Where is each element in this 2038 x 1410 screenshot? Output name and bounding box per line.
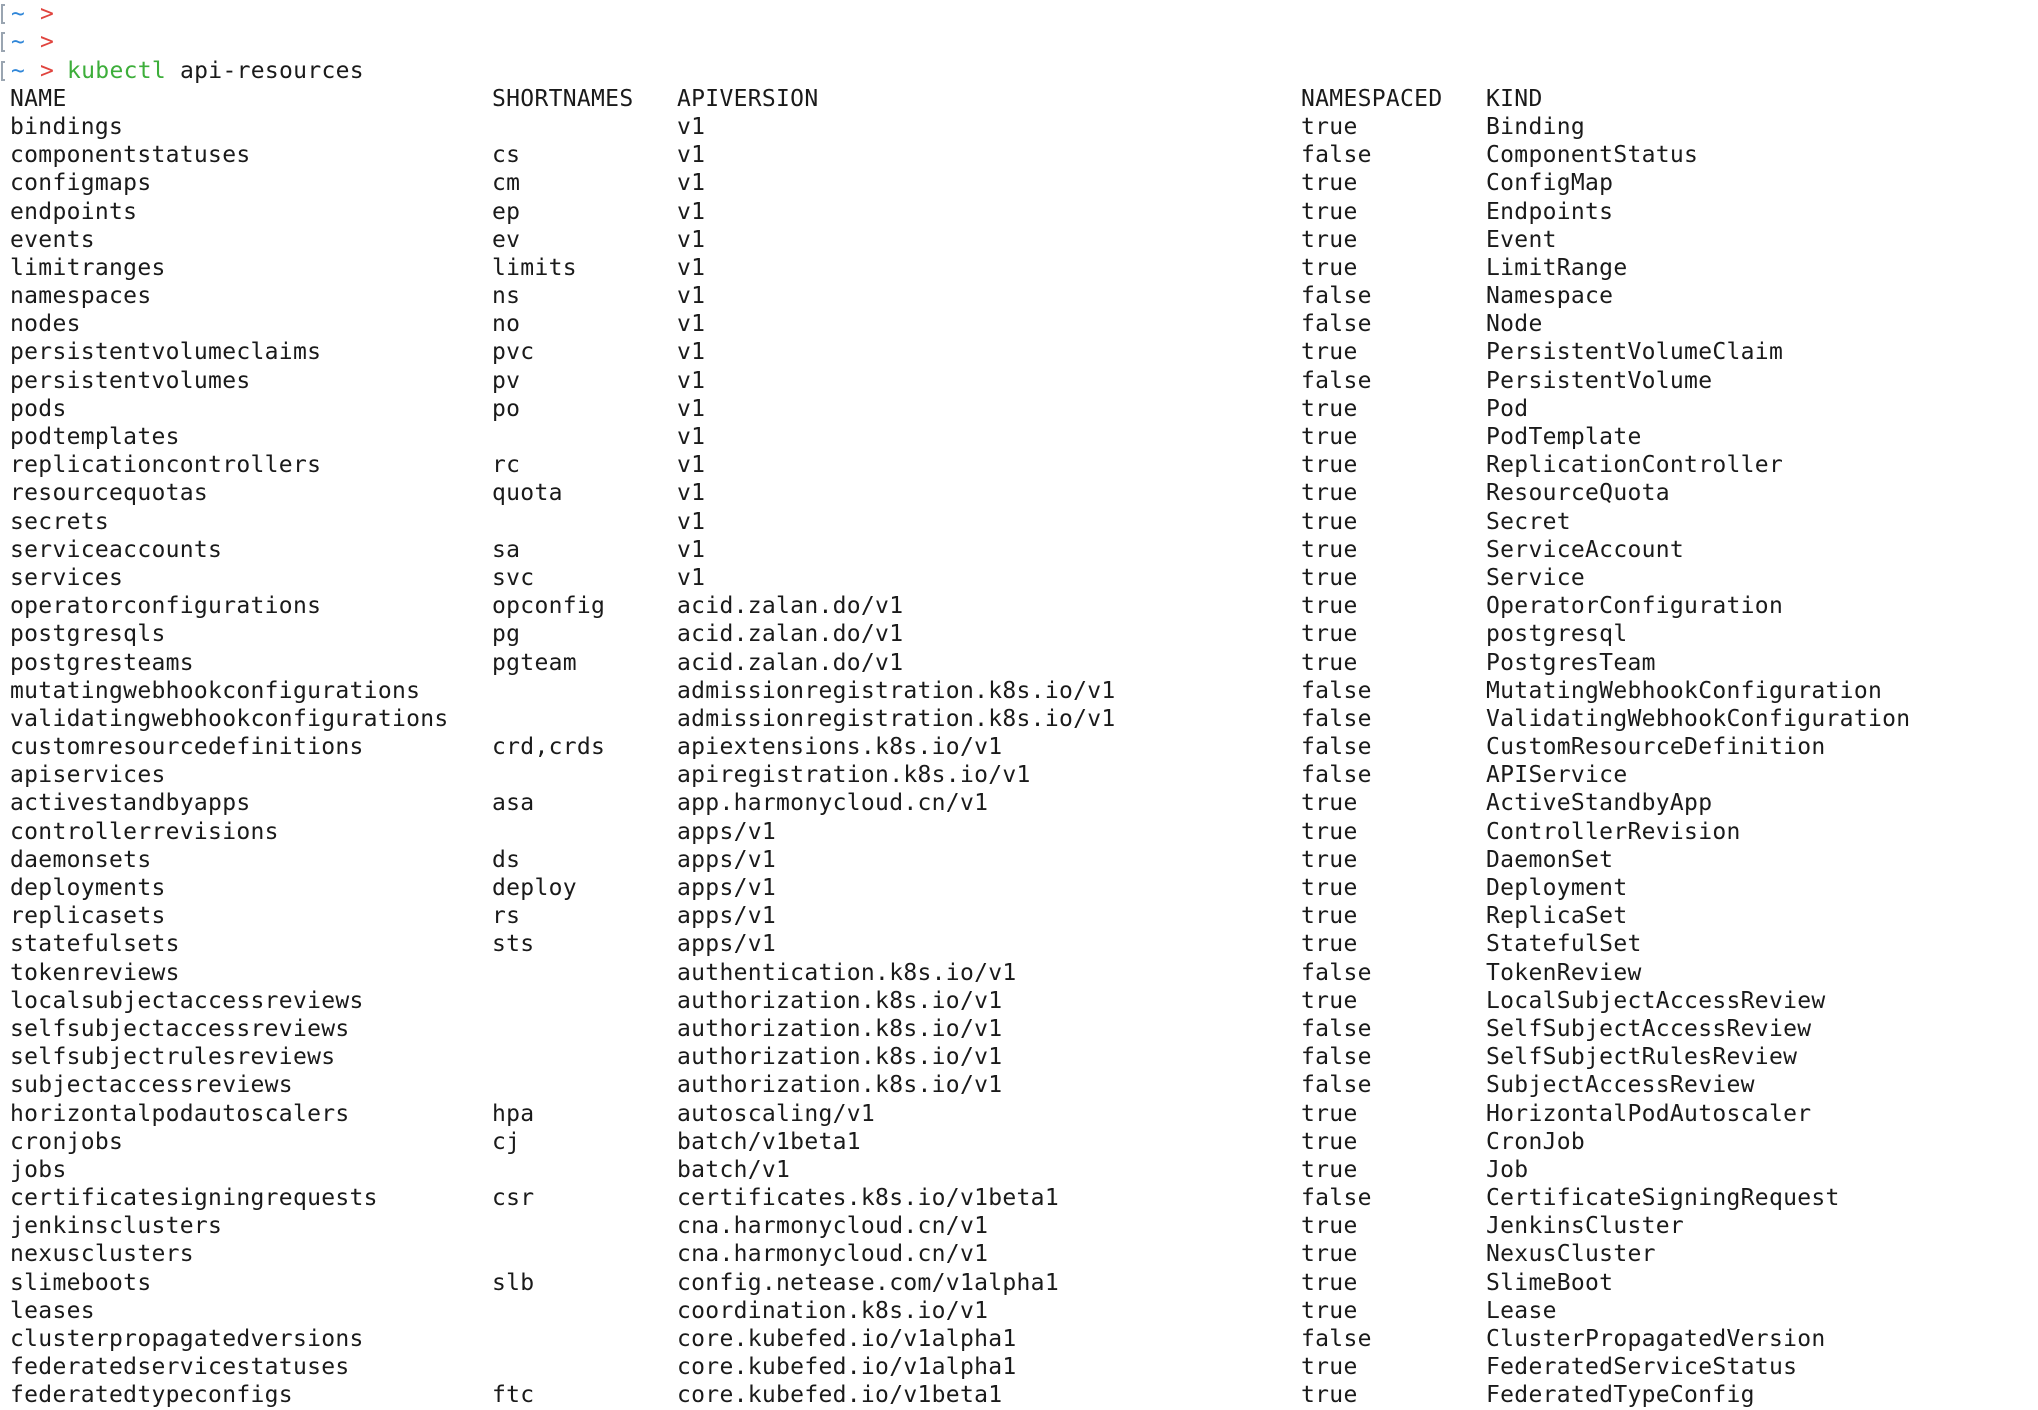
table-row (0, 987, 2038, 1015)
cell-namespaced: false (1301, 282, 1372, 310)
table-row (0, 1269, 2038, 1297)
cell-apiversion: core.kubefed.io/v1beta1 (677, 1381, 1002, 1409)
cell-apiversion: authorization.k8s.io/v1 (677, 1015, 1002, 1043)
table-row (0, 705, 2038, 733)
table-row (0, 141, 2038, 169)
cell-shortnames: ds (492, 846, 520, 874)
cell-namespaced: true (1301, 789, 1358, 817)
table-row (0, 733, 2038, 761)
cell-kind: HorizontalPodAutoscaler (1486, 1100, 1811, 1128)
cell-apiversion: authorization.k8s.io/v1 (677, 1043, 1002, 1071)
cell-shortnames: po (492, 395, 520, 423)
cell-namespaced: true (1301, 818, 1358, 846)
cell-namespaced: false (1301, 367, 1372, 395)
cell-shortnames: ns (492, 282, 520, 310)
cell-apiversion: v1 (677, 254, 705, 282)
cell-apiversion: apiextensions.k8s.io/v1 (677, 733, 1002, 761)
cell-kind: LimitRange (1486, 254, 1627, 282)
cell-kind: SlimeBoot (1486, 1269, 1613, 1297)
cell-namespaced: true (1301, 113, 1358, 141)
table-row (0, 1128, 2038, 1156)
prompt-arrow: > (40, 57, 54, 85)
cell-apiversion: v1 (677, 141, 705, 169)
table-row (0, 282, 2038, 310)
prompt-arrow: > (40, 0, 54, 28)
cell-apiversion: v1 (677, 508, 705, 536)
cell-namespaced: true (1301, 338, 1358, 366)
cell-name: jobs (10, 1156, 67, 1184)
cell-apiversion: v1 (677, 169, 705, 197)
cell-name: persistentvolumeclaims (10, 338, 321, 366)
table-row (0, 1381, 2038, 1409)
cell-namespaced: false (1301, 1043, 1372, 1071)
cell-shortnames: ep (492, 198, 520, 226)
cell-namespaced: true (1301, 1100, 1358, 1128)
cell-name: horizontalpodautoscalers (10, 1100, 350, 1128)
cell-apiversion: v1 (677, 564, 705, 592)
prompt-gutter-mark (0, 28, 8, 56)
cell-shortnames: deploy (492, 874, 577, 902)
table-row (0, 1212, 2038, 1240)
prompt-tilde: ~ (11, 28, 25, 56)
cell-apiversion: v1 (677, 395, 705, 423)
cell-apiversion: autoscaling/v1 (677, 1100, 875, 1128)
cell-apiversion: v1 (677, 282, 705, 310)
cell-namespaced: true (1301, 592, 1358, 620)
table-row (0, 1297, 2038, 1325)
cell-apiversion: authorization.k8s.io/v1 (677, 1071, 1002, 1099)
cell-name: podtemplates (10, 423, 180, 451)
cell-namespaced: true (1301, 874, 1358, 902)
table-row (0, 789, 2038, 817)
table-row (0, 226, 2038, 254)
cell-name: localsubjectaccessreviews (10, 987, 364, 1015)
cell-name: activestandbyapps (10, 789, 251, 817)
cell-apiversion: v1 (677, 367, 705, 395)
cell-name: services (10, 564, 123, 592)
table-row (0, 874, 2038, 902)
cell-kind: SubjectAccessReview (1486, 1071, 1755, 1099)
cell-namespaced: true (1301, 536, 1358, 564)
cell-shortnames: opconfig (492, 592, 605, 620)
table-row (0, 1353, 2038, 1381)
cell-kind: Secret (1486, 508, 1571, 536)
cell-namespaced: false (1301, 733, 1372, 761)
cell-name: namespaces (10, 282, 151, 310)
cell-apiversion: v1 (677, 226, 705, 254)
cell-name: events (10, 226, 95, 254)
cell-namespaced: true (1301, 1353, 1358, 1381)
cell-apiversion: v1 (677, 479, 705, 507)
cell-namespaced: true (1301, 1128, 1358, 1156)
cell-kind: PodTemplate (1486, 423, 1642, 451)
cell-kind: Pod (1486, 395, 1528, 423)
cell-namespaced: false (1301, 1071, 1372, 1099)
table-row (0, 959, 2038, 987)
cell-name: apiservices (10, 761, 166, 789)
cell-name: mutatingwebhookconfigurations (10, 677, 420, 705)
table-row (0, 169, 2038, 197)
cell-apiversion: certificates.k8s.io/v1beta1 (677, 1184, 1059, 1212)
cell-apiversion: apiregistration.k8s.io/v1 (677, 761, 1031, 789)
cell-kind: Job (1486, 1156, 1528, 1184)
table-row (0, 1156, 2038, 1184)
cell-kind: CertificateSigningRequest (1486, 1184, 1840, 1212)
cell-apiversion: apps/v1 (677, 846, 776, 874)
cell-name: statefulsets (10, 930, 180, 958)
cell-kind: Lease (1486, 1297, 1557, 1325)
table-row (0, 1240, 2038, 1268)
cell-apiversion: app.harmonycloud.cn/v1 (677, 789, 988, 817)
cell-shortnames: ftc (492, 1381, 534, 1409)
cell-namespaced: false (1301, 141, 1372, 169)
cell-name: selfsubjectrulesreviews (10, 1043, 335, 1071)
header-shortnames: SHORTNAMES (492, 85, 633, 113)
cell-kind: StatefulSet (1486, 930, 1642, 958)
cell-namespaced: true (1301, 564, 1358, 592)
cell-apiversion: authentication.k8s.io/v1 (677, 959, 1017, 987)
cell-name: federatedservicestatuses (10, 1353, 350, 1381)
cell-apiversion: v1 (677, 113, 705, 141)
cell-shortnames: sts (492, 930, 534, 958)
cell-namespaced: true (1301, 1156, 1358, 1184)
cell-name: configmaps (10, 169, 151, 197)
cell-namespaced: false (1301, 705, 1372, 733)
cell-namespaced: true (1301, 451, 1358, 479)
cell-kind: APIService (1486, 761, 1627, 789)
cell-apiversion: v1 (677, 451, 705, 479)
cell-namespaced: true (1301, 254, 1358, 282)
table-row (0, 310, 2038, 338)
cell-kind: ActiveStandbyApp (1486, 789, 1712, 817)
cell-kind: Event (1486, 226, 1557, 254)
cell-name: jenkinsclusters (10, 1212, 222, 1240)
cell-apiversion: acid.zalan.do/v1 (677, 620, 903, 648)
cell-namespaced: true (1301, 1381, 1358, 1409)
cell-namespaced: false (1301, 761, 1372, 789)
cell-name: slimeboots (10, 1269, 151, 1297)
cell-name: deployments (10, 874, 166, 902)
table-row (0, 1184, 2038, 1212)
cell-shortnames: hpa (492, 1100, 534, 1128)
table-row (0, 930, 2038, 958)
cell-shortnames: pg (492, 620, 520, 648)
cell-namespaced: true (1301, 169, 1358, 197)
cell-name: componentstatuses (10, 141, 251, 169)
table-row (0, 1071, 2038, 1099)
cell-name: daemonsets (10, 846, 151, 874)
header-kind: KIND (1486, 85, 1543, 113)
cell-apiversion: apps/v1 (677, 902, 776, 930)
command-name: kubectl (67, 57, 166, 85)
cell-kind: postgresql (1486, 620, 1627, 648)
cell-shortnames: cj (492, 1128, 520, 1156)
table-row (0, 423, 2038, 451)
table-row (0, 846, 2038, 874)
command-line[interactable] (0, 57, 2038, 85)
table-row (0, 479, 2038, 507)
table-row (0, 254, 2038, 282)
cell-apiversion: apps/v1 (677, 930, 776, 958)
cell-namespaced: true (1301, 620, 1358, 648)
cell-kind: Endpoints (1486, 198, 1613, 226)
cell-apiversion: batch/v1beta1 (677, 1128, 861, 1156)
cell-namespaced: false (1301, 310, 1372, 338)
cell-kind: PostgresTeam (1486, 649, 1656, 677)
cell-kind: ConfigMap (1486, 169, 1613, 197)
cell-name: replicationcontrollers (10, 451, 321, 479)
prompt-tilde: ~ (11, 57, 25, 85)
prompt-tilde: ~ (11, 0, 25, 28)
cell-namespaced: true (1301, 479, 1358, 507)
table-row (0, 338, 2038, 366)
header-namespaced: NAMESPACED (1301, 85, 1442, 113)
cell-namespaced: true (1301, 226, 1358, 254)
resource-rows (0, 113, 2038, 1410)
table-row (0, 1100, 2038, 1128)
cell-shortnames: asa (492, 789, 534, 817)
cell-namespaced: true (1301, 395, 1358, 423)
cell-apiversion: apps/v1 (677, 818, 776, 846)
cell-apiversion: core.kubefed.io/v1alpha1 (677, 1353, 1017, 1381)
cell-kind: TokenReview (1486, 959, 1642, 987)
cell-apiversion: acid.zalan.do/v1 (677, 592, 903, 620)
table-row (0, 395, 2038, 423)
table-row (0, 818, 2038, 846)
table-row (0, 451, 2038, 479)
cell-namespaced: true (1301, 902, 1358, 930)
cell-name: resourcequotas (10, 479, 208, 507)
cell-apiversion: apps/v1 (677, 874, 776, 902)
cell-namespaced: false (1301, 677, 1372, 705)
cell-apiversion: admissionregistration.k8s.io/v1 (677, 705, 1116, 733)
cell-kind: SelfSubjectAccessReview (1486, 1015, 1811, 1043)
cell-namespaced: false (1301, 1184, 1372, 1212)
table-row (0, 677, 2038, 705)
cell-shortnames: quota (492, 479, 563, 507)
table-row (0, 1043, 2038, 1071)
cell-shortnames: csr (492, 1184, 534, 1212)
cell-kind: PersistentVolumeClaim (1486, 338, 1783, 366)
cell-kind: FederatedServiceStatus (1486, 1353, 1797, 1381)
cell-name: federatedtypeconfigs (10, 1381, 293, 1409)
cell-kind: Service (1486, 564, 1585, 592)
cell-kind: Node (1486, 310, 1543, 338)
cell-namespaced: true (1301, 508, 1358, 536)
cell-namespaced: false (1301, 959, 1372, 987)
cell-kind: MutatingWebhookConfiguration (1486, 677, 1882, 705)
cell-apiversion: v1 (677, 423, 705, 451)
cell-apiversion: core.kubefed.io/v1alpha1 (677, 1325, 1017, 1353)
cell-name: postgresteams (10, 649, 194, 677)
cell-kind: ComponentStatus (1486, 141, 1698, 169)
cell-kind: Binding (1486, 113, 1585, 141)
cell-namespaced: true (1301, 198, 1358, 226)
cell-shortnames: cs (492, 141, 520, 169)
cell-namespaced: true (1301, 1212, 1358, 1240)
cell-apiversion: v1 (677, 198, 705, 226)
cell-name: clusterpropagatedversions (10, 1325, 364, 1353)
cell-kind: Namespace (1486, 282, 1613, 310)
cell-namespaced: true (1301, 987, 1358, 1015)
cell-namespaced: true (1301, 1269, 1358, 1297)
prompt-gutter-mark (0, 0, 8, 28)
cell-name: validatingwebhookconfigurations (10, 705, 449, 733)
cell-name: selfsubjectaccessreviews (10, 1015, 350, 1043)
cell-kind: CustomResourceDefinition (1486, 733, 1826, 761)
cell-apiversion: cna.harmonycloud.cn/v1 (677, 1212, 988, 1240)
cell-shortnames: limits (492, 254, 577, 282)
table-row (0, 564, 2038, 592)
cell-namespaced: false (1301, 1015, 1372, 1043)
cell-kind: ControllerRevision (1486, 818, 1741, 846)
cell-apiversion: acid.zalan.do/v1 (677, 649, 903, 677)
table-row (0, 1015, 2038, 1043)
cell-apiversion: v1 (677, 338, 705, 366)
table-row (0, 620, 2038, 648)
header-apiversion: APIVERSION (677, 85, 818, 113)
cell-kind: ReplicationController (1486, 451, 1783, 479)
cell-kind: LocalSubjectAccessReview (1486, 987, 1826, 1015)
cell-kind: JenkinsCluster (1486, 1212, 1684, 1240)
prompt-line-empty (0, 28, 2038, 56)
cell-shortnames: pvc (492, 338, 534, 366)
command-args: api-resources (180, 57, 364, 85)
cell-namespaced: true (1301, 1240, 1358, 1268)
cell-kind: Deployment (1486, 874, 1627, 902)
cell-name: serviceaccounts (10, 536, 222, 564)
cell-name: limitranges (10, 254, 166, 282)
table-row (0, 508, 2038, 536)
table-row (0, 761, 2038, 789)
table-row (0, 592, 2038, 620)
cell-kind: DaemonSet (1486, 846, 1613, 874)
cell-name: controllerrevisions (10, 818, 279, 846)
cell-shortnames: pgteam (492, 649, 577, 677)
cell-namespaced: true (1301, 423, 1358, 451)
prompt-line-empty (0, 0, 2038, 28)
cell-apiversion: cna.harmonycloud.cn/v1 (677, 1240, 988, 1268)
cell-apiversion: coordination.k8s.io/v1 (677, 1297, 988, 1325)
cell-name: customresourcedefinitions (10, 733, 364, 761)
table-row (0, 198, 2038, 226)
cell-kind: FederatedTypeConfig (1486, 1381, 1755, 1409)
cell-name: nodes (10, 310, 81, 338)
cell-name: secrets (10, 508, 109, 536)
cell-name: leases (10, 1297, 95, 1325)
cell-shortnames: slb (492, 1269, 534, 1297)
table-row (0, 649, 2038, 677)
header-name: NAME (10, 85, 67, 113)
cell-kind: PersistentVolume (1486, 367, 1712, 395)
cell-apiversion: config.netease.com/v1alpha1 (677, 1269, 1059, 1297)
cell-shortnames: rc (492, 451, 520, 479)
cell-shortnames: sa (492, 536, 520, 564)
cell-name: tokenreviews (10, 959, 180, 987)
cell-kind: NexusCluster (1486, 1240, 1656, 1268)
cell-name: endpoints (10, 198, 137, 226)
cell-name: operatorconfigurations (10, 592, 321, 620)
cell-shortnames: svc (492, 564, 534, 592)
prompt-gutter-mark (0, 57, 8, 85)
cell-shortnames: pv (492, 367, 520, 395)
cell-kind: ValidatingWebhookConfiguration (1486, 705, 1910, 733)
cell-namespaced: true (1301, 846, 1358, 874)
cell-name: pods (10, 395, 67, 423)
cell-name: replicasets (10, 902, 166, 930)
cell-name: bindings (10, 113, 123, 141)
table-row (0, 367, 2038, 395)
cell-kind: OperatorConfiguration (1486, 592, 1783, 620)
cell-apiversion: v1 (677, 536, 705, 564)
cell-apiversion: v1 (677, 310, 705, 338)
table-row (0, 902, 2038, 930)
cell-name: cronjobs (10, 1128, 123, 1156)
cell-name: nexusclusters (10, 1240, 194, 1268)
cell-kind: ClusterPropagatedVersion (1486, 1325, 1826, 1353)
cell-name: persistentvolumes (10, 367, 251, 395)
table-header-row (0, 85, 2038, 113)
cell-apiversion: batch/v1 (677, 1156, 790, 1184)
cell-name: subjectaccessreviews (10, 1071, 293, 1099)
table-row (0, 536, 2038, 564)
cell-shortnames: ev (492, 226, 520, 254)
cell-shortnames: cm (492, 169, 520, 197)
cell-shortnames: crd,crds (492, 733, 605, 761)
cell-kind: ResourceQuota (1486, 479, 1670, 507)
cell-name: certificatesigningrequests (10, 1184, 378, 1212)
cell-kind: SelfSubjectRulesReview (1486, 1043, 1797, 1071)
cell-namespaced: true (1301, 649, 1358, 677)
table-row (0, 1325, 2038, 1353)
cell-namespaced: true (1301, 1297, 1358, 1325)
cell-kind: CronJob (1486, 1128, 1585, 1156)
cell-namespaced: false (1301, 1325, 1372, 1353)
cell-name: postgresqls (10, 620, 166, 648)
prompt-arrow: > (40, 28, 54, 56)
cell-namespaced: true (1301, 930, 1358, 958)
cell-shortnames: rs (492, 902, 520, 930)
cell-kind: ReplicaSet (1486, 902, 1627, 930)
cell-shortnames: no (492, 310, 520, 338)
cell-apiversion: admissionregistration.k8s.io/v1 (677, 677, 1116, 705)
cell-apiversion: authorization.k8s.io/v1 (677, 987, 1002, 1015)
table-row (0, 113, 2038, 141)
cell-kind: ServiceAccount (1486, 536, 1684, 564)
